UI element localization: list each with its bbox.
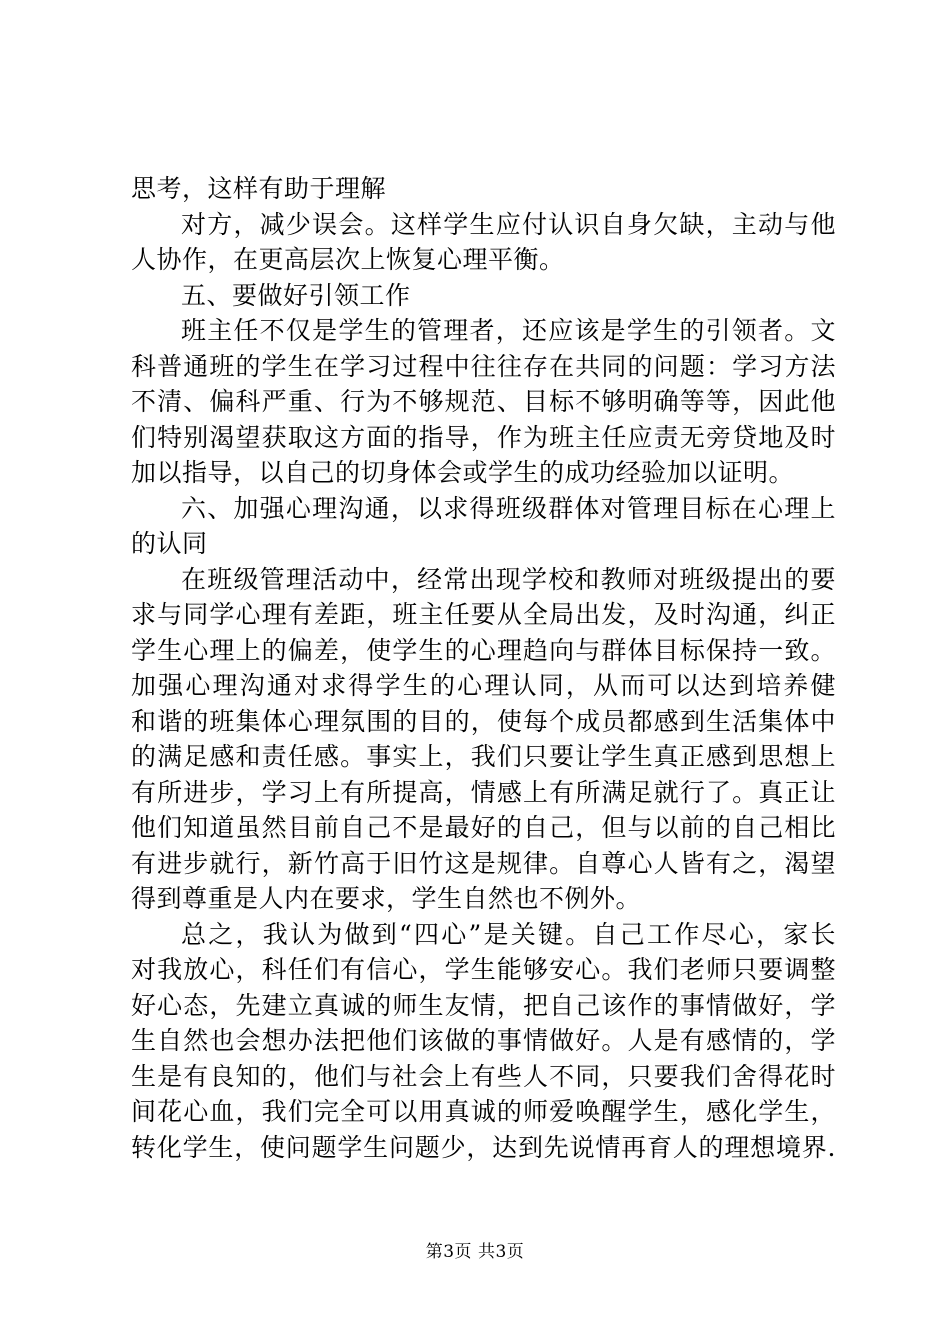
document-body xyxy=(131,171,836,1165)
text-line: 转化学生，使问题学生问题少，达到先说情再育人的理想境界. xyxy=(131,1132,836,1162)
text-line: 有进步就行，新竹高于旧竹这是规律。自尊心人皆有之，渴望 xyxy=(131,848,836,878)
section-heading: 六、加强心理沟通，以求得班级群体对管理目标在心理上 xyxy=(181,493,836,523)
text-line: 他们知道虽然目前自己不是最好的自己，但与以前的自己相比 xyxy=(131,813,836,842)
text-line: 在班级管理活动中，经常出现学校和教师对班级提出的要 xyxy=(181,564,836,594)
text-line: 生自然也会想办法把他们该做的事情做好。人是有感情的，学 xyxy=(131,1026,836,1055)
section-heading: 的认同 xyxy=(131,529,208,558)
text-line: 学生心理上的偏差，使学生的心理趋向与群体目标保持一致。 xyxy=(131,635,836,665)
text-line: 得到尊重是人内在要求，学生自然也不例外。 xyxy=(131,884,642,913)
text-line: 思考，这样有助于理解 xyxy=(131,174,387,203)
text-line: 求与同学心理有差距，班主任要从全局出发，及时沟通，纠正 xyxy=(131,600,836,629)
text-line: 加强心理沟通对求得学生的心理认同，从而可以达到培养健 xyxy=(131,671,836,700)
text-line: 加以指导，以自己的切身体会或学生的成功经验加以证明。 xyxy=(131,458,795,487)
text-line: 好心态，先建立真诚的师生友情，把自己该作的事情做好，学 xyxy=(131,990,836,1020)
section-heading: 五、要做好引领工作 xyxy=(181,280,411,310)
text-line: 科普通班的学生在学习过程中往往存在共同的问题：学习方法 xyxy=(131,351,836,381)
text-line: 不清、偏科严重、行为不够规范、目标不够明确等等，因此他 xyxy=(131,387,836,416)
text-line: 间花心血，我们完全可以用真诚的师爱唤醒学生，感化学生， xyxy=(131,1097,836,1126)
text-line: 的满足感和责任感。事实上，我们只要让学生真正感到思想上 xyxy=(131,742,836,771)
text-line: 人协作，在更高层次上恢复心理平衡。 xyxy=(131,245,565,274)
text-line: 生是有良知的，他们与社会上有些人不同，只要我们舍得花时 xyxy=(131,1061,836,1091)
text-line: 对方，减少误会。这样学生应付认识自身欠缺，主动与他 xyxy=(181,209,836,239)
text-line: 班主任不仅是学生的管理者，还应该是学生的引领者。文 xyxy=(181,316,836,345)
text-line: 有所进步，学习上有所提高，情感上有所满足就行了。真正让 xyxy=(131,777,836,807)
text-line: 总之，我认为做到“四心”是关键。自己工作尽心，家长 xyxy=(181,919,836,949)
page-number-footer: 第3页 共3页 xyxy=(425,1242,525,1262)
text-line: 和谐的班集体心理氛围的目的，使每个成员都感到生活集体中 xyxy=(131,706,836,736)
text-line: 对我放心，科任们有信心，学生能够安心。我们老师只要调整 xyxy=(131,955,836,984)
text-line: 们特别渴望获取这方面的指导，作为班主任应责无旁贷地及时 xyxy=(131,422,836,452)
